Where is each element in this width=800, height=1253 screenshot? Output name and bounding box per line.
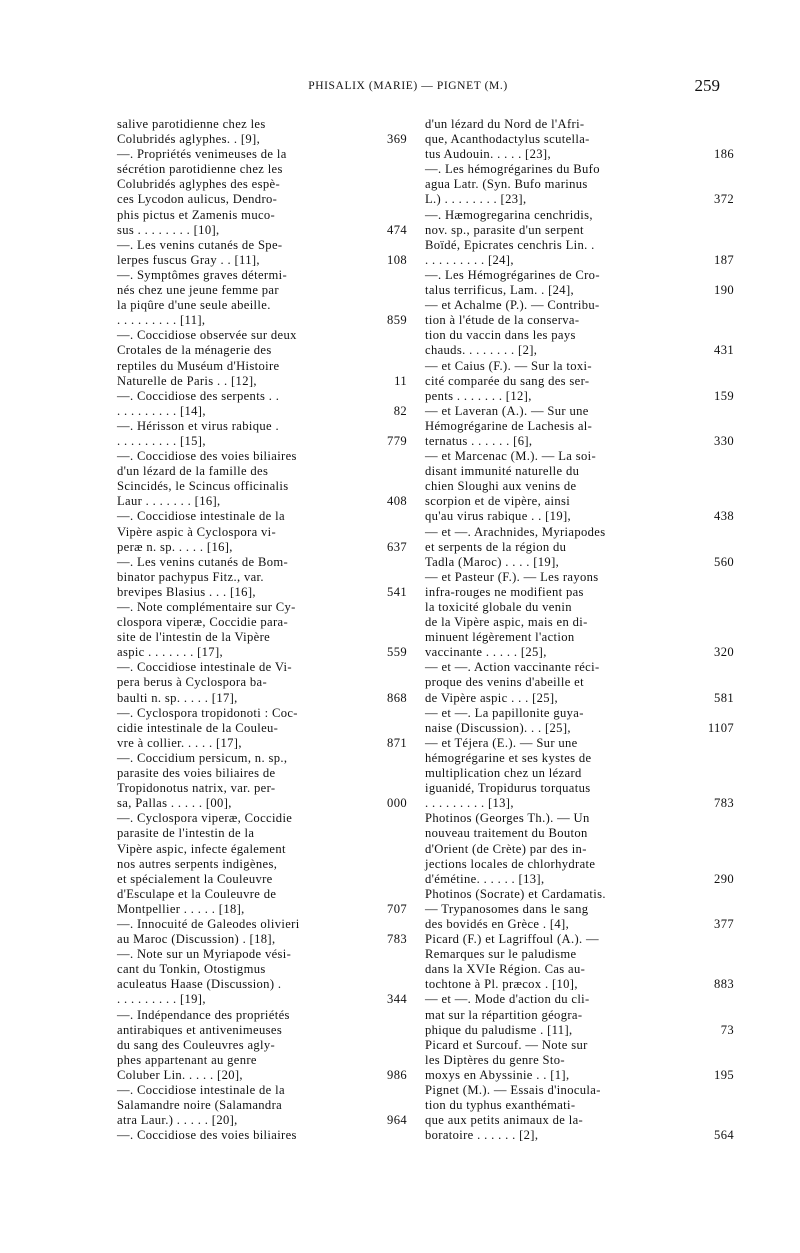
page-reference: 11 xyxy=(394,373,407,388)
entry-line: —. Les hémogrégarines du Bufo xyxy=(425,162,600,177)
page-reference: 195 xyxy=(714,1067,734,1082)
entry-line: tus Audouin. . . . . [23], xyxy=(425,147,551,162)
entry-line: L.) . . . . . . . . [23], xyxy=(425,192,527,207)
entry-line: . . . . . . . . . [19], xyxy=(117,992,206,1007)
entry-line: — et Pasteur (F.). — Les rayons xyxy=(425,569,599,584)
entry-line: —. Note sur un Myriapode vési- xyxy=(117,947,292,962)
page-reference: 1107 xyxy=(707,720,734,735)
page-reference: 560 xyxy=(714,554,734,569)
entry-line: Laur . . . . . . . [16], xyxy=(117,494,221,509)
index-entry xyxy=(117,267,407,328)
entry-line: parasite de l'intestin de la xyxy=(117,826,255,841)
entry-line: Picard et Surcouf. — Note sur xyxy=(425,1037,588,1052)
entry-line: Boïdé, Epicrates cenchris Lin. . xyxy=(425,237,595,252)
index-entry xyxy=(425,267,734,298)
entry-line: phis pictus et Zamenis muco- xyxy=(117,207,276,222)
entry-line: Montpellier . . . . . [18], xyxy=(117,901,245,916)
index-entry xyxy=(117,1128,357,1143)
entry-line: atra Laur.) . . . . . [20], xyxy=(117,1113,238,1128)
page-reference: 369 xyxy=(387,132,407,147)
page-reference: 108 xyxy=(387,252,407,267)
entry-line: antirabiques et antivenimeuses xyxy=(117,1022,283,1037)
page-reference: 783 xyxy=(387,932,407,947)
entry-line: — Trypanosomes dans le sang xyxy=(425,901,589,916)
entry-line: — et —. Mode d'action du cli- xyxy=(425,992,590,1007)
entry-line: nés chez une jeune femme par xyxy=(117,283,279,298)
index-entry xyxy=(425,735,734,811)
running-header: PHISALIX (MARIE) — PIGNET (M.) xyxy=(308,80,508,92)
entry-line: —. Les Hémogrégarines de Cro- xyxy=(425,267,600,282)
entry-line: cant du Tonkin, Otostigmus xyxy=(117,962,266,977)
entry-line: —. Propriétés venimeuses de la xyxy=(117,147,287,162)
entry-line: que, Acanthodactylus scutella- xyxy=(425,132,590,147)
index-entry xyxy=(425,811,734,886)
entry-line: —. Cyclospora viperæ, Coccidie xyxy=(117,811,293,826)
entry-line: multiplication chez un lézard xyxy=(425,766,582,781)
entry-line: —. Coccidiose des voies biliaires xyxy=(117,449,297,464)
entry-line: chauds. . . . . . . . [2], xyxy=(425,343,538,358)
entry-line: —. Hæmogregarina cenchridis, xyxy=(425,207,593,222)
entry-line: des bovidés en Grèce . [4], xyxy=(425,916,570,931)
page-reference: 559 xyxy=(387,645,407,660)
page-reference: 431 xyxy=(714,343,734,358)
entry-line: les Diptères du genre Sto- xyxy=(425,1052,565,1067)
index-entry xyxy=(117,1083,407,1128)
entry-line: —. Cyclospora tropidonoti : Coc- xyxy=(117,705,298,720)
entry-line: Picard (F.) et Lagriffoul (A.). — xyxy=(425,932,599,947)
entry-line: sa, Pallas . . . . . [00], xyxy=(117,796,232,811)
entry-line: la toxicité globale du venin xyxy=(425,600,572,614)
entry-line: reptiles du Muséum d'Histoire xyxy=(117,358,280,373)
entry-line: Vipère aspic, infecte également xyxy=(117,841,286,856)
entry-line: —. Note complémentaire sur Cy- xyxy=(117,600,296,614)
entry-line: hémogrégarine et ses kystes de xyxy=(425,750,592,765)
page-reference: 871 xyxy=(387,735,407,750)
page-reference: 187 xyxy=(714,252,734,267)
index-entry xyxy=(117,554,407,600)
page-reference: 330 xyxy=(714,433,734,448)
entry-line: — et Laveran (A.). — Sur une xyxy=(425,403,589,418)
entry-line: talus terrificus, Lam. . [24], xyxy=(425,283,574,298)
entry-line: d'un lézard de la famille des xyxy=(117,464,269,479)
page-reference: 964 xyxy=(387,1113,407,1128)
entry-line: Pignet (M.). — Essais d'inocula- xyxy=(425,1083,601,1097)
index-entry xyxy=(425,524,734,570)
entry-line: baulti n. sp. . . . . [17], xyxy=(117,690,238,705)
index-entry xyxy=(117,509,407,554)
left-column xyxy=(117,117,407,1143)
index-entry xyxy=(117,1007,407,1083)
entry-line: tion à l'étude de la conserva- xyxy=(425,313,580,328)
entry-line: — et —. Action vaccinante réci- xyxy=(425,660,600,675)
entry-line: naise (Discussion). . . [25], xyxy=(425,720,571,735)
entry-line: . . . . . . . . . [15], xyxy=(117,433,206,448)
entry-line: — et Téjera (E.). — Sur une xyxy=(425,735,578,750)
page-reference: 868 xyxy=(387,690,407,705)
index-entry xyxy=(425,992,734,1037)
index-entry xyxy=(425,117,734,162)
page-reference: 783 xyxy=(714,796,734,811)
page-reference: 581 xyxy=(714,690,734,705)
entry-line: Scincidés, le Scincus officinalis xyxy=(117,479,289,494)
entry-line: —. Les venins cutanés de Spe- xyxy=(117,237,283,252)
entry-line: Naturelle de Paris . . [12], xyxy=(117,373,257,388)
entry-line: Remarques sur le paludisme xyxy=(425,947,577,962)
entry-line: proque des venins d'abeille et xyxy=(425,675,584,690)
entry-line: lerpes fuscus Gray . . [11], xyxy=(117,252,260,267)
entry-line: infra-rouges ne modifient pas xyxy=(425,584,584,599)
page-reference: 372 xyxy=(714,192,734,207)
entry-line: —. Coccidiose des voies biliaires xyxy=(117,1128,297,1143)
entry-line: ternatus . . . . . . [6], xyxy=(425,433,533,448)
entry-line: au Maroc (Discussion) . [18], xyxy=(117,932,276,947)
index-entry xyxy=(117,705,407,751)
entry-line: moxys en Abyssinie . . [1], xyxy=(425,1067,570,1082)
index-entry xyxy=(117,811,407,917)
index-entry xyxy=(425,1037,734,1083)
entry-line: aspic . . . . . . . [17], xyxy=(117,645,223,660)
index-entry xyxy=(425,705,734,736)
index-entry xyxy=(425,207,734,268)
page-reference: 344 xyxy=(387,992,407,1007)
page-reference: 190 xyxy=(714,283,734,298)
entry-line: tion du typhus exanthémati- xyxy=(425,1098,576,1113)
entry-line: —. Les venins cutanés de Bom- xyxy=(117,554,289,569)
entry-line: et serpents de la région du xyxy=(425,539,567,554)
index-entry xyxy=(117,117,407,147)
page-reference: 541 xyxy=(387,584,407,599)
entry-line: sécrétion parotidienne chez les xyxy=(117,162,283,177)
entry-line: d'émétine. . . . . . [13], xyxy=(425,871,545,886)
page-reference: 779 xyxy=(387,433,407,448)
entry-line: boratoire . . . . . . [2], xyxy=(425,1128,539,1143)
entry-line: Vipère aspic à Cyclospora vi- xyxy=(117,524,277,539)
entry-line: Tropidonotus natrix, var. per- xyxy=(117,781,276,796)
entry-line: — et Achalme (P.). — Contribu- xyxy=(425,298,600,313)
entry-line: nouveau traitement du Bouton xyxy=(425,826,588,841)
entry-line: Photinos (Socrate) et Cardamatis. xyxy=(425,886,606,901)
entry-line: —. Coccidiose observée sur deux xyxy=(117,328,297,343)
index-entry xyxy=(117,449,407,509)
entry-line: . . . . . . . . . [11], xyxy=(117,313,206,328)
index-entry xyxy=(117,750,407,811)
entry-line: cité comparée du sang des ser- xyxy=(425,373,590,388)
entry-line: — et —. La papillonite guya- xyxy=(425,705,584,720)
entry-line: —. Coccidiose des serpents . . xyxy=(117,388,280,403)
entry-line: agua Latr. (Syn. Bufo marinus xyxy=(425,177,588,192)
right-column xyxy=(425,117,734,1143)
entry-line: ces Lycodon aulicus, Dendro- xyxy=(117,192,278,207)
index-entry xyxy=(425,403,734,449)
entry-line: —. Innocuité de Galeodes olivieri xyxy=(117,916,300,931)
entry-line: aculeatus Haase (Discussion) . xyxy=(117,977,282,992)
page-reference: 883 xyxy=(714,977,734,992)
page-reference: 186 xyxy=(714,147,734,162)
entry-line: Photinos (Georges Th.). — Un xyxy=(425,811,590,826)
index-entry xyxy=(425,1083,734,1143)
entry-line: —. Coccidiose intestinale de la xyxy=(117,1083,285,1097)
entry-line: peræ n. sp. . . . . [16], xyxy=(117,539,233,554)
index-entry xyxy=(117,947,407,1007)
entry-line: jections locales de chlorhydrate xyxy=(425,856,596,871)
page-reference: 474 xyxy=(387,222,407,237)
entry-line: . . . . . . . . . [13], xyxy=(425,796,514,811)
index-entry xyxy=(425,162,734,207)
entry-line: —. Hérisson et virus rabique . xyxy=(117,418,279,433)
entry-line: clospora viperæ, Coccidie para- xyxy=(117,615,289,630)
entry-line: la piqûre d'une seule abeille. xyxy=(117,298,271,313)
index-entry xyxy=(425,932,734,992)
entry-line: Coluber Lin. . . . . [20], xyxy=(117,1067,243,1082)
entry-line: phes appartenant au genre xyxy=(117,1052,257,1067)
index-entry xyxy=(117,237,407,268)
entry-line: cidie intestinale de la Couleu- xyxy=(117,720,279,735)
entry-line: Colubridés aglyphes des espè- xyxy=(117,177,280,192)
entry-line: —. Coccidiose intestinale de la xyxy=(117,509,285,524)
page-reference: 438 xyxy=(714,509,734,524)
entry-line: dans la XVIe Région. Cas au- xyxy=(425,962,586,977)
entry-line: Tadla (Maroc) . . . . [19], xyxy=(425,554,560,569)
entry-line: iguanidé, Tropidurus torquatus xyxy=(425,781,591,796)
page-reference: 637 xyxy=(387,539,407,554)
entry-line: phique du paludisme . [11], xyxy=(425,1022,573,1037)
entry-line: d'Orient (de Crète) par des in- xyxy=(425,841,587,856)
entry-line: pents . . . . . . . [12], xyxy=(425,388,532,403)
entry-line: Salamandre noire (Salamandra xyxy=(117,1098,283,1113)
page-reference: 320 xyxy=(714,645,734,660)
index-entry xyxy=(425,569,734,661)
index-entry xyxy=(425,298,734,358)
page-reference: 82 xyxy=(393,403,407,418)
index-entry xyxy=(117,600,407,660)
index-entry xyxy=(425,358,734,404)
entry-line: vaccinante . . . . . [25], xyxy=(425,645,547,660)
entry-line: . . . . . . . . . [14], xyxy=(117,403,206,418)
page-number: 259 xyxy=(694,76,720,95)
page-reference: 707 xyxy=(387,901,407,916)
entry-line: Crotales de la ménagerie des xyxy=(117,343,272,358)
entry-line: nov. sp., parasite d'un serpent xyxy=(425,222,584,237)
entry-line: qu'au virus rabique . . [19], xyxy=(425,509,572,524)
entry-line: tochtone à Pl. præcox . [10], xyxy=(425,977,578,992)
entry-line: scorpion et de vipère, ainsi xyxy=(425,494,571,509)
page-reference: 564 xyxy=(714,1128,734,1143)
entry-line: tion du vaccin dans les pays xyxy=(425,328,576,343)
entry-line: sus . . . . . . . . [10], xyxy=(117,222,220,237)
entry-line: de la Vipère aspic, mais en di- xyxy=(425,615,588,630)
entry-line: chien Sloughi aux venins de xyxy=(425,479,577,494)
page-reference: 000 xyxy=(387,796,407,811)
entry-line: vre à collier. . . . . [17], xyxy=(117,735,242,750)
entry-line: nos autres serpents indigènes, xyxy=(117,856,278,871)
entry-line: . . . . . . . . . [24], xyxy=(425,252,514,267)
entry-line: site de l'intestin de la Vipère xyxy=(117,630,271,645)
entry-line: —. Indépendance des propriétés xyxy=(117,1007,290,1022)
index-entry xyxy=(117,328,407,388)
entry-line: — et Caius (F.). — Sur la toxi- xyxy=(425,358,592,373)
entry-line: de Vipère aspic . . . [25], xyxy=(425,690,558,705)
page-reference: 377 xyxy=(714,916,734,931)
entry-line: minuent légèrement l'action xyxy=(425,630,575,645)
index-entry xyxy=(117,388,407,419)
index-entry xyxy=(117,916,407,947)
page-reference: 859 xyxy=(387,313,407,328)
entry-line: binator pachypus Fitz., var. xyxy=(117,569,264,584)
entry-line: — et —. Arachnides, Myriapodes xyxy=(425,524,606,539)
entry-line: d'Esculape et la Couleuvre de xyxy=(117,886,277,901)
page-reference: 159 xyxy=(714,388,734,403)
entry-line: que aux petits animaux de la- xyxy=(425,1113,584,1128)
page-reference: 290 xyxy=(714,871,734,886)
entry-line: pera berus à Cyclospora ba- xyxy=(117,675,268,690)
index-entry xyxy=(117,147,407,238)
entry-line: parasite des voies biliaires de xyxy=(117,766,276,781)
entry-line: — et Marcenac (M.). — La soi- xyxy=(425,449,597,464)
entry-line: disant immunité naturelle du xyxy=(425,464,580,479)
entry-line: et spécialement la Couleuvre xyxy=(117,871,273,886)
index-entry xyxy=(425,449,734,524)
index-entry xyxy=(425,660,734,705)
page-reference: 408 xyxy=(387,494,407,509)
entry-line: salive parotidienne chez les xyxy=(117,117,266,131)
index-entry xyxy=(117,660,407,705)
index-entry xyxy=(117,418,407,449)
entry-line: mat sur la répartition géogra- xyxy=(425,1007,583,1022)
entry-line: Hémogrégarine de Lachesis al- xyxy=(425,418,593,433)
page-reference: 986 xyxy=(387,1067,407,1082)
entry-line: —. Coccidiose intestinale de Vi- xyxy=(117,660,292,675)
entry-line: —. Symptômes graves détermi- xyxy=(117,267,287,282)
entry-line: du sang des Couleuvres agly- xyxy=(117,1037,276,1052)
index-entry xyxy=(425,886,734,932)
entry-line: d'un lézard du Nord de l'Afri- xyxy=(425,117,585,131)
entry-line: Colubridés aglyphes. . [9], xyxy=(117,132,261,147)
entry-line: brevipes Blasius . . . [16], xyxy=(117,584,256,599)
page-reference: 73 xyxy=(720,1022,734,1037)
entry-line: —. Coccidium persicum, n. sp., xyxy=(117,750,288,765)
